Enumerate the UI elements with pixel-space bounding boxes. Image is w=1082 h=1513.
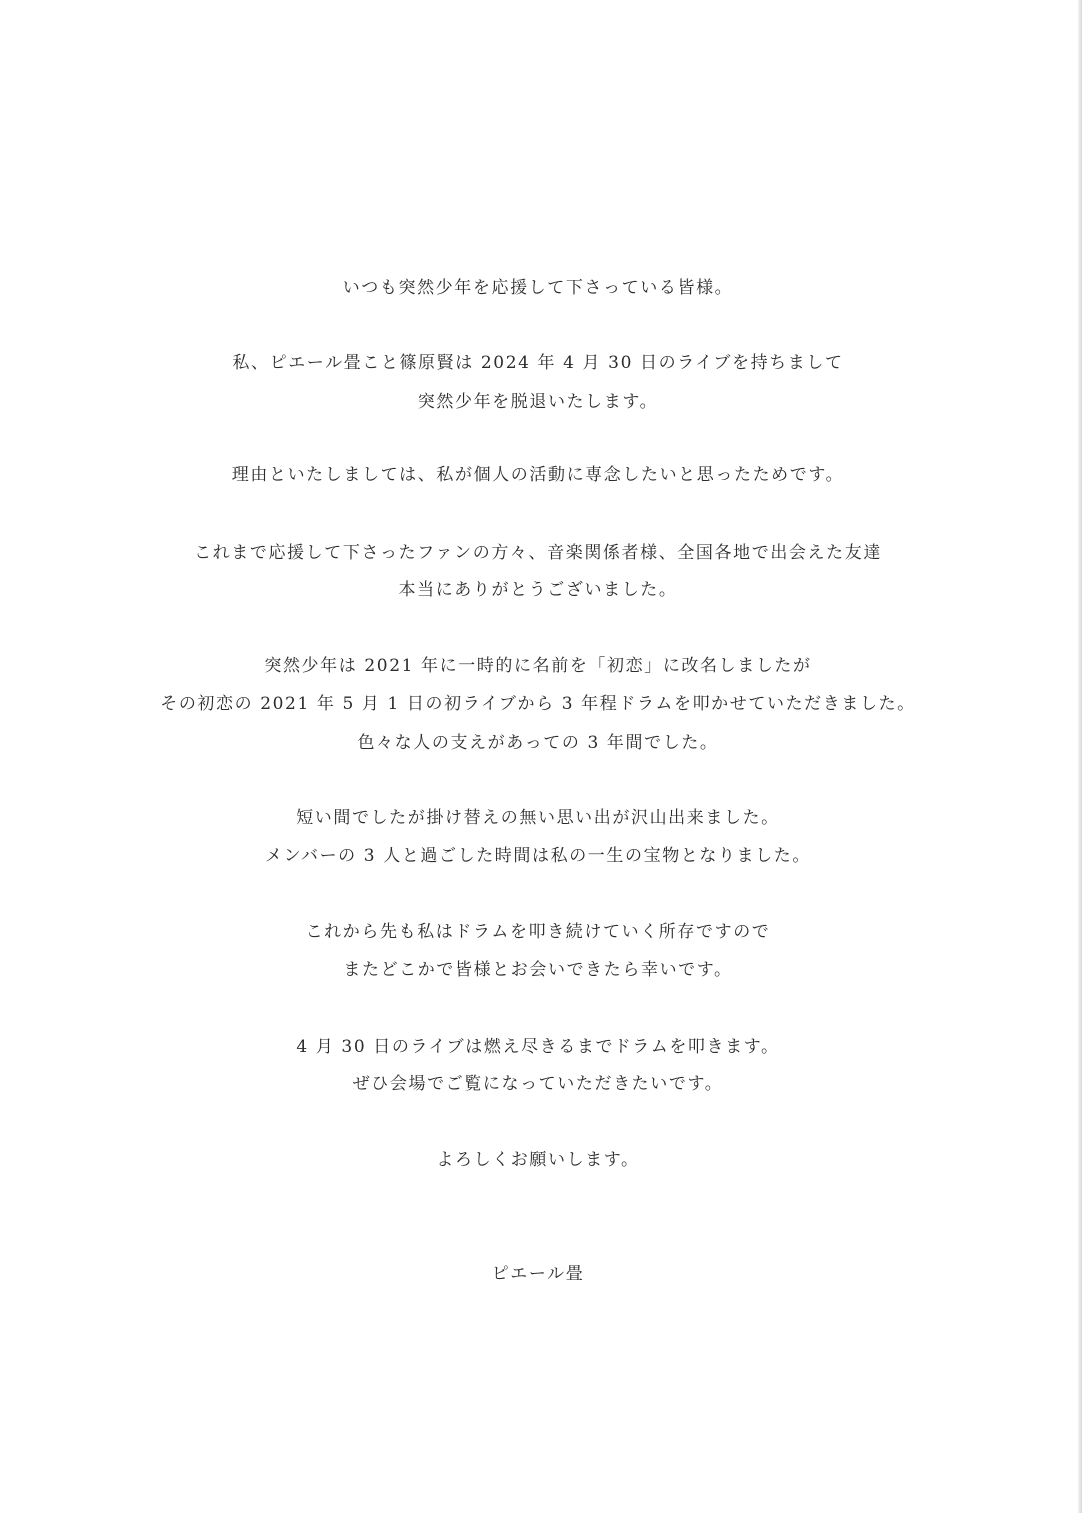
closing-line: よろしくお願いします。 [436, 1150, 640, 1170]
page-edge-shadow [1078, 0, 1082, 1513]
history-line-3: 色々な人の支えがあっての 3 年間でした。 [357, 733, 719, 753]
signature: ピエール畳 [491, 1264, 585, 1284]
announcement-line-2: 突然少年を脱退いたします。 [417, 392, 659, 412]
history-line-2: その初恋の 2021 年 5 月 1 日の初ライブから 3 年程ドラムを叩かせていただきました。 [160, 694, 916, 714]
memories-line-1: 短い間でしたが掛け替えの無い思い出が沢山出来ました。 [296, 808, 780, 828]
future-line-2: またどこかで皆様とお会いできたら幸いです。 [343, 960, 733, 980]
history-line-1: 突然少年は 2021 年に一時的に名前を「初恋」に改名しましたが [264, 656, 812, 676]
memories-line-2: メンバーの 3 人と過ごした時間は私の一生の宝物となりました。 [264, 846, 812, 866]
thanks-line-2: 本当にありがとうございました。 [398, 580, 678, 600]
thanks-line-1: これまで応援して下さったファンの方々、音楽関係者様、全国各地で出会えた友達 [194, 543, 882, 563]
announcement-line-1: 私、ピエール畳こと篠原賢は 2024 年 4 月 30 日のライブを持ちまして [232, 353, 844, 373]
greeting-line: いつも突然少年を応援して下さっている皆様。 [342, 278, 734, 298]
reason-line: 理由といたしましては、私が個人の活動に専念したいと思ったためです。 [231, 465, 845, 485]
final-live-line-2: ぜひ会場でご覧になっていただきたいです。 [352, 1074, 724, 1094]
future-line-1: これから先も私はドラムを叩き続けていく所存ですので [305, 922, 771, 942]
final-live-line-1: 4 月 30 日のライブは燃え尽きるまでドラムを叩きます。 [296, 1037, 780, 1057]
